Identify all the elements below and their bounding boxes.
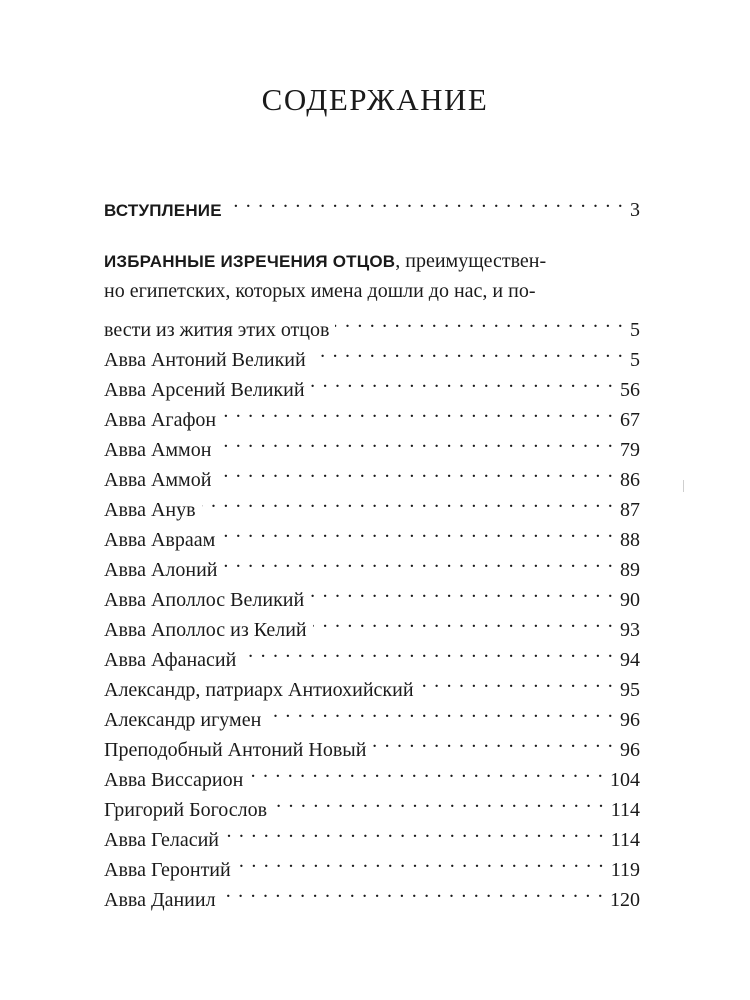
- toc-entry-label: Преподобный Антоний Новый: [104, 739, 367, 761]
- toc-page-number: 95: [620, 679, 640, 701]
- toc-entry-label: Григорий Богослов: [104, 799, 268, 821]
- dot-leader: [223, 546, 614, 576]
- toc-entry-label: Авва Аммой: [104, 469, 212, 491]
- dot-leader: [249, 756, 604, 786]
- dot-leader: [221, 516, 614, 546]
- toc-intro: [104, 186, 640, 221]
- toc-entry-label: Авва Агафон: [104, 409, 217, 431]
- toc-entry-section[interactable]: [104, 306, 640, 341]
- toc-page-number: 5: [630, 319, 640, 341]
- toc-entry-label: Авва Анув: [104, 499, 196, 521]
- dot-leader: [310, 576, 614, 606]
- dot-leader: [242, 636, 614, 666]
- toc-page-number: 89: [620, 559, 640, 581]
- toc-page-number: 120: [610, 889, 640, 911]
- toc-page-number: 79: [620, 439, 640, 461]
- toc-entry-label: Авва Антоний Великий: [104, 349, 306, 371]
- toc-page-number: 104: [610, 769, 640, 791]
- toc-entry-label: вести из жития этих отцов: [104, 319, 330, 341]
- toc-entry-label: Авва Арсений Великий: [104, 379, 305, 401]
- toc-page-number: 96: [620, 739, 640, 761]
- toc-page-number: 3: [630, 199, 640, 221]
- toc-page-number: 67: [620, 409, 640, 431]
- dot-leader: [237, 846, 605, 876]
- toc-page-number: 5: [630, 349, 640, 371]
- dot-leader: [217, 426, 614, 456]
- section-heading-rest: , преимуществен-: [395, 250, 547, 272]
- toc-page-number: 56: [620, 379, 640, 401]
- toc-section: [104, 246, 640, 911]
- dot-leader: [202, 486, 614, 516]
- dot-leader: [225, 816, 605, 846]
- dot-leader: [228, 186, 624, 216]
- dot-leader: [222, 396, 614, 426]
- toc-entry-label: Александр, патриарх Антиохийский: [104, 679, 414, 701]
- dot-leader: [372, 726, 614, 756]
- dot-leader: [311, 366, 614, 396]
- toc-entry-label: Авва Аммон: [104, 439, 212, 461]
- toc-page-number: 119: [610, 859, 640, 881]
- toc-page-number: 94: [620, 649, 640, 671]
- toc-entry-label: Александр игумен: [104, 709, 262, 731]
- section-heading-strong: ИЗБРАННЫЕ ИЗРЕЧЕНИЯ ОТЦОВ: [104, 252, 396, 271]
- toc-entry-label: Авва Виссарион: [104, 769, 244, 791]
- section-heading-line-2: но египетских, которых имена дошли до нас, и по-: [104, 280, 536, 302]
- toc-entry-label: Авва Геласий: [104, 829, 219, 851]
- toc-entry-intro[interactable]: [104, 186, 640, 221]
- toc-entry-label: Авва Аполлос из Келий: [104, 619, 307, 641]
- toc-page-number: 90: [620, 589, 640, 611]
- toc-entry-label: Авва Авраам: [104, 529, 216, 551]
- toc-entry-list: [104, 336, 640, 911]
- page-title: СОДЕРЖАНИЕ: [261, 82, 489, 117]
- toc-page-number: 86: [620, 469, 640, 491]
- section-heading-line-1: [104, 246, 640, 276]
- toc-entry-label: Авва Алоний: [104, 559, 218, 581]
- page-edge-mark: [683, 480, 684, 492]
- toc-page-number: 88: [620, 529, 640, 551]
- toc-entry-label: ВСТУПЛЕНИЕ: [104, 201, 222, 220]
- toc-entry-label: Авва Афанасий: [104, 649, 237, 671]
- dot-leader: [420, 666, 614, 696]
- toc-page-number: 114: [610, 829, 640, 851]
- toc-entry-label: Авва Аполлос Великий: [104, 589, 305, 611]
- toc-entry-label: Авва Геронтий: [104, 859, 231, 881]
- dot-leader: [335, 306, 624, 336]
- dot-leader: [267, 696, 614, 726]
- dot-leader: [273, 786, 605, 816]
- toc-entry-label: Авва Даниил: [104, 889, 216, 911]
- dot-leader: [217, 456, 614, 486]
- dot-leader: [312, 336, 624, 366]
- dot-leader: [313, 606, 614, 636]
- toc-page-number: 87: [620, 499, 640, 521]
- toc-page-number: 114: [610, 799, 640, 821]
- dot-leader: [222, 876, 604, 906]
- toc-page-number: 96: [620, 709, 640, 731]
- toc-page-number: 93: [620, 619, 640, 641]
